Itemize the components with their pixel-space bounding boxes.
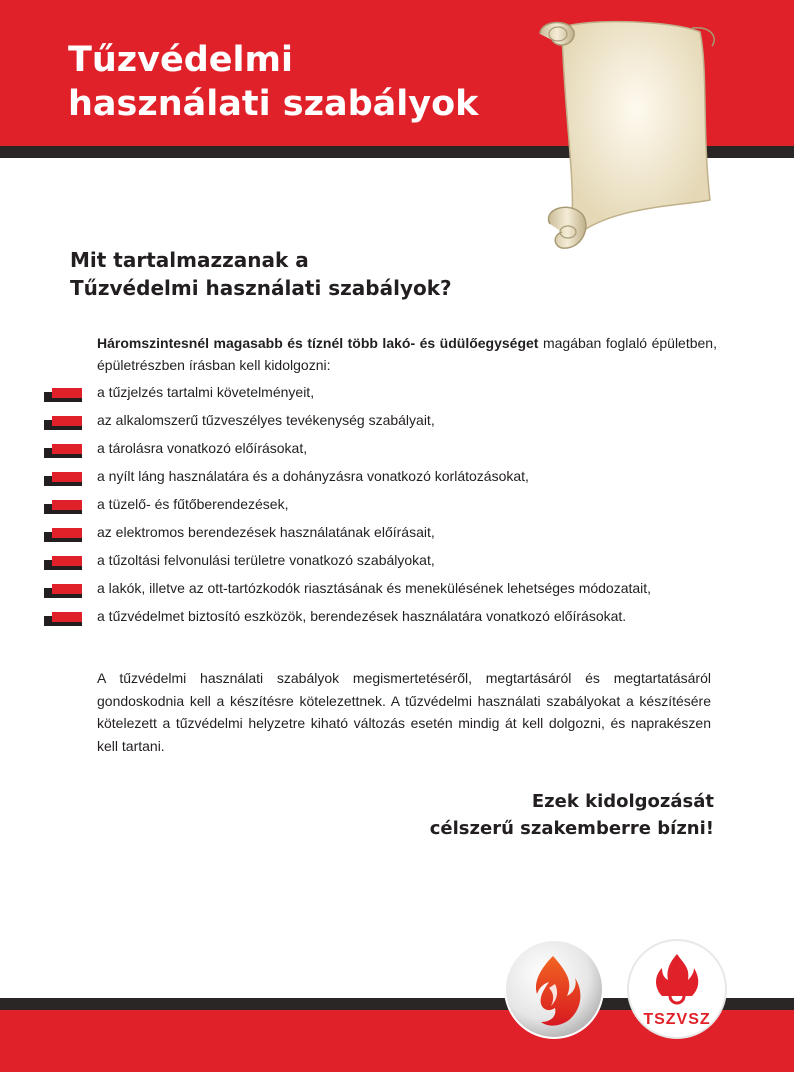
bullet-bar-icon	[44, 444, 82, 458]
callout-line1: Ezek kidolgozását	[531, 791, 714, 812]
list-item-text: a tárolásra vonatkozó előírásokat,	[97, 440, 308, 456]
section-heading-line2: Tűzvédelmi használati szabályok?	[70, 276, 452, 300]
list-item-text: az alkalomszerű tűzveszélyes tevékenység szabályait,	[97, 412, 435, 428]
list-item-text: a tűzoltási felvonulási területre vonatkozó szabályokat,	[97, 552, 435, 568]
intro-bold: Háromszintesnél magasabb és tíznél több lakó- és üdülőegységet	[97, 335, 539, 351]
scroll-icon	[522, 10, 722, 266]
page-title-line2: használati szabályok	[68, 84, 479, 124]
list-item	[0, 577, 760, 605]
bullet-bar-icon	[44, 556, 82, 570]
section-heading	[70, 246, 452, 302]
bullet-bar-icon	[44, 388, 82, 402]
intro-rest: magában foglaló épületben, épületrészben írásban kell kidolgozni:	[97, 335, 717, 373]
list-item	[0, 381, 760, 409]
list-item	[0, 493, 760, 521]
list-item	[0, 521, 760, 549]
list-item	[0, 465, 760, 493]
list-item	[0, 549, 760, 577]
list-item-text: az elektromos berendezések használatának előírásait,	[97, 524, 435, 540]
list-item-text: a tűzjelzés tartalmi követelményeit,	[97, 384, 315, 400]
page-title-line1: Tűzvédelmi	[68, 40, 293, 80]
bullet-bar-icon	[44, 612, 82, 626]
page-title	[68, 38, 478, 126]
requirements-list	[0, 381, 760, 633]
logo2-text: TSZVSZ	[643, 1011, 711, 1028]
list-item-text: a tűzvédelmet biztosító eszközök, berendezések használatára vonatkozó előírásokat.	[97, 608, 627, 624]
list-item	[0, 437, 760, 465]
list-item-text: a lakók, illetve az ott-tartózkodók riasztásának és menekülésének lehetséges módozatait,	[97, 580, 652, 596]
flame-logo	[503, 938, 605, 1040]
list-item-text: a nyílt láng használatára és a dohányzásra vonatkozó korlátozásokat,	[97, 468, 529, 484]
list-item	[0, 605, 760, 633]
bullet-bar-icon	[44, 472, 82, 486]
list-item	[0, 409, 760, 437]
callout-line2: célszerű szakemberre bízni!	[429, 818, 714, 839]
tszvsz-logo	[626, 938, 728, 1040]
section-heading-line1: Mit tartalmazzanak a	[70, 248, 309, 272]
body-paragraph: A tűzvédelmi használati szabályok megismertetéséről, megtartásáról és megtartatásáról gondoskodnia kell a készítésre kötelezettnek. A tűzvédelmi használati szabályokat a készítésére kötelezett a tűzvédelmi helyzetre kiható változás esetén mindig át kell dolgozni, és naprakészen kell tartani.	[97, 670, 711, 754]
bullet-bar-icon	[44, 584, 82, 598]
bullet-bar-icon	[44, 528, 82, 542]
intro-text	[97, 332, 717, 376]
list-item-text: a tüzelő- és fűtőberendezések,	[97, 496, 289, 512]
bullet-bar-icon	[44, 416, 82, 430]
bullet-bar-icon	[44, 500, 82, 514]
callout-text	[430, 788, 714, 842]
